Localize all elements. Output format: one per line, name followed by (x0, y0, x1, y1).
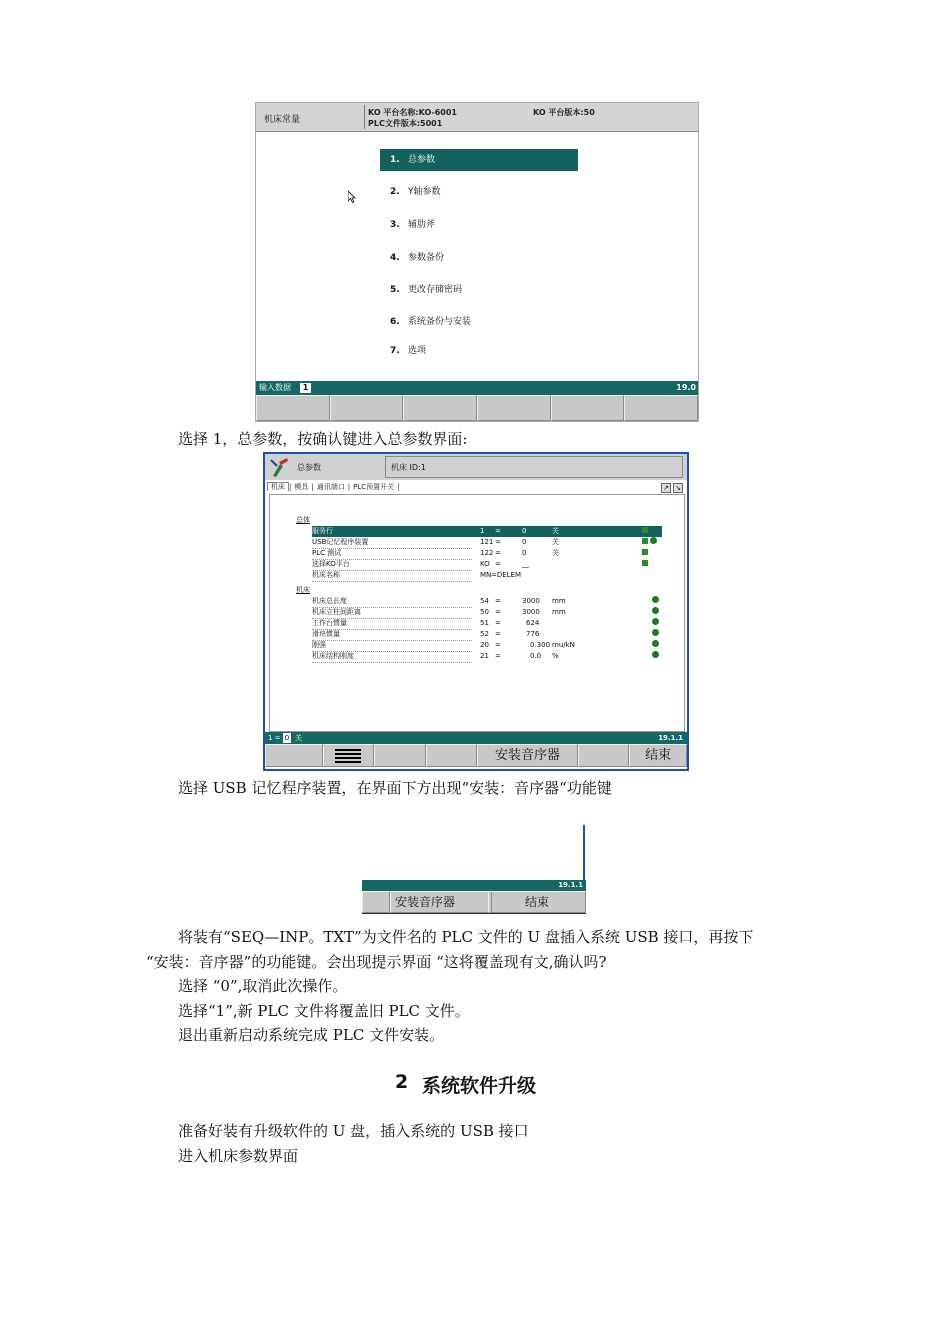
status-bar (256, 381, 698, 395)
machine-id-box (385, 456, 683, 478)
screen-header (256, 103, 698, 132)
arrow-icon (642, 560, 648, 566)
param-row[interactable]: 工作台惯量 51 = 624 (312, 618, 662, 629)
paragraph-select-general: 选择 1，总参数，按确认键进入总参数界面: (178, 430, 468, 448)
function-key[interactable] (374, 744, 425, 767)
tab-bar: 机床 | 模具 | 通讯端口 | PLC预置开关 | (267, 482, 399, 494)
status-state: 关 (295, 734, 302, 742)
param-row[interactable]: 机床总长度 54 = 3000 mm (312, 596, 662, 607)
paragraph-select-1: 选择“1”,新 PLC 文件将覆盖旧 PLC 文件。 (178, 1002, 470, 1020)
arrow-icon (642, 527, 648, 533)
general-params-screenshot (263, 452, 689, 771)
screen-header (265, 454, 687, 480)
function-key[interactable] (256, 395, 330, 421)
function-key-screenshot (362, 825, 587, 915)
tab-tools (659, 483, 683, 493)
info-icon (650, 537, 657, 544)
status-bar (362, 880, 586, 891)
menu-item-general-params[interactable]: 1. 总参数 (380, 149, 578, 171)
tab-plc-switches[interactable]: PLC预置开关 (353, 483, 395, 491)
input-data-label: 输入数据 (259, 383, 291, 392)
menu-item-y-axis-params[interactable]: 2. Y轴参数 (390, 187, 441, 197)
screen-title: 总参数 (297, 463, 321, 472)
function-key[interactable] (624, 395, 698, 421)
end-button[interactable]: 结束 (488, 891, 586, 913)
status-value-field[interactable]: 0 (284, 734, 290, 742)
paragraph-insert-usb: 将装有“SEQ—INP。TXT”为文件名的 PLC 文件的 U 盘插入系统 USB 接口，再按下 (178, 928, 754, 946)
info-icon (652, 607, 659, 614)
param-row[interactable]: 选择KO平台 KO = __ (312, 559, 662, 570)
menu-icon (335, 749, 361, 763)
param-row[interactable]: 机床结构刚度 21 = 0.0 % (312, 651, 662, 662)
section-number: 2 (395, 1071, 409, 1093)
version-label: 19.1.1 (658, 734, 683, 742)
input-data-field[interactable]: 1 (300, 383, 311, 393)
machine-constants-screenshot (255, 102, 699, 422)
menu-item-change-password[interactable]: 5. 更改存储密码 (390, 285, 463, 295)
function-key-bar (265, 744, 687, 767)
paragraph-select-usb: 选择 USB 记忆程序装置，在界面下方出现“安装：音序器“功能键 (178, 779, 612, 797)
menu-function-key[interactable] (323, 744, 374, 767)
plc-file-version: PLC文件版本:5001 (368, 119, 443, 128)
tab-comm-port[interactable]: 通讯端口 (316, 483, 345, 491)
machine-id: 机床 ID:1 (391, 463, 426, 472)
install-sequencer-button[interactable]: 安装音序器 (390, 891, 492, 913)
param-row[interactable]: 服务行 1 = 0 关 (312, 526, 662, 537)
screen-title: 机床常量 (264, 115, 301, 125)
section-heading: 系统软件升级 (422, 1075, 537, 1097)
platform-info-box (364, 105, 697, 129)
menu-item-system-backup[interactable]: 6. 系统备份与安装 (390, 317, 472, 327)
install-sequencer-button[interactable]: 安装音序器 (477, 744, 578, 767)
arrow-icon (642, 538, 648, 544)
param-row[interactable]: 机床名称 MN =DELEM (312, 570, 662, 581)
param-row[interactable]: 刚强 20 = 0.300 mu/kN (312, 640, 662, 651)
function-key[interactable] (403, 395, 477, 421)
info-icon (652, 640, 659, 647)
paragraph-insert-usb-cont: “安装：音序器”的功能键。会出现提示界面 “这将覆盖现有文,确认吗? (146, 953, 607, 971)
platform-version: KO 平台版本:50 (533, 108, 595, 117)
expand-icon[interactable]: ↗ (661, 483, 671, 493)
function-key-bar (362, 891, 586, 914)
param-row[interactable]: PLC 测试 122 = 0 关 (312, 548, 662, 559)
menu-item-aux[interactable]: 3. 辅肋斧 (390, 220, 436, 230)
status-bar (265, 732, 687, 744)
paragraph-select-0: 选择 “0”,取消此次操作。 (178, 977, 348, 995)
params-panel (269, 494, 685, 732)
function-key[interactable] (362, 891, 390, 913)
window-edge (583, 825, 585, 881)
status-prefix: 1 = (268, 734, 281, 742)
function-key[interactable] (426, 744, 477, 767)
info-icon (652, 651, 659, 658)
function-key[interactable] (330, 395, 404, 421)
menu-item-param-backup[interactable]: 4. 参数备份 (390, 253, 445, 263)
version-label: 19.1.1 (558, 881, 583, 889)
param-row[interactable]: 滑块惯量 52 = 776 (312, 629, 662, 640)
info-icon (652, 596, 659, 603)
tool-logo-icon (269, 456, 291, 478)
function-key[interactable] (265, 744, 323, 767)
mouse-cursor-icon (348, 191, 356, 203)
function-key[interactable] (477, 395, 551, 421)
paragraph-prepare-usb: 准备好装有升级软件的 U 盘，插入系统的 USB 接口 (178, 1122, 529, 1140)
section-machine: 机床 (296, 586, 310, 594)
param-row[interactable]: USB记忆程序装置 121 = 0 关 (312, 537, 662, 548)
arrow-icon (642, 549, 648, 555)
info-icon (652, 618, 659, 625)
tab-mold[interactable]: 模具 (294, 483, 309, 491)
paragraph-enter-machine-params: 进入机床参数界面 (178, 1147, 299, 1165)
info-icon (652, 629, 659, 636)
end-button[interactable]: 结束 (629, 744, 687, 767)
tab-machine[interactable]: 机床 (267, 482, 289, 491)
paragraph-restart: 退出重新启动系统完成 PLC 文件安装。 (178, 1026, 445, 1044)
function-key-bar (256, 395, 698, 421)
version-label: 19.0 (676, 383, 696, 392)
function-key[interactable] (551, 395, 625, 421)
platform-name: KO 平台名称:KO-6001 (368, 108, 457, 117)
function-key[interactable] (578, 744, 629, 767)
param-row[interactable]: 机床立柱间距离 50 = 3000 mm (312, 607, 662, 618)
collapse-icon[interactable]: ↘ (673, 483, 683, 493)
menu-item-options[interactable]: 7. 选项 (390, 346, 427, 356)
section-general: 总体 (296, 516, 310, 524)
